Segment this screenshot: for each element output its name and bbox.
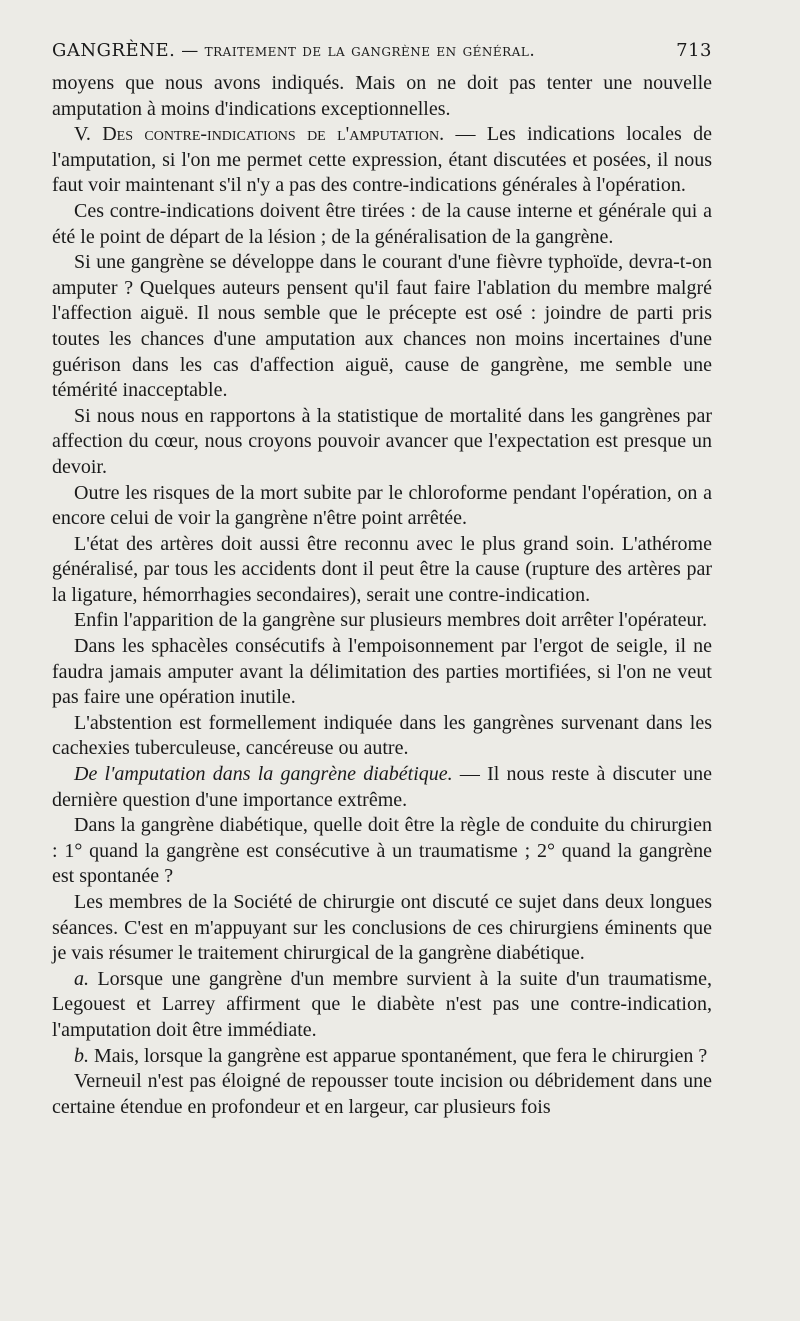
paragraph: moyens que nous avons indiqués. Mais on ne doit pas tenter une nouvelle amputation à moins d'indications exceptionnelles. <box>52 72 712 120</box>
paragraph: Si une gangrène se développe dans le courant d'une fièvre typhoïde, devra-t-on amputer ? Quelques auteurs pensent qu'il faut faire l'ablation du membre malgré l'affection aiguë. Il nous semble que le précepte est osé : joindre de parti pris toutes les chances d'une amputation aux chances non moins incertaines d'une guérison dans les cas d'affection aiguë, cause de gangrène, me semble une témérité inacceptable. <box>52 251 712 402</box>
section-heading: Des contre-indications de l'amputation. <box>102 123 445 146</box>
paragraph-diabetic-heading: De l'amputation dans la gangrène diabétique. — Il nous reste à discuter une dernière question d'une importance extrême. <box>52 763 712 811</box>
running-title <box>52 40 535 61</box>
running-header <box>52 40 712 61</box>
paragraph-item-a: a. Lorsque une gangrène d'un membre survient à la suite d'un traumatisme, Legouest et Larrey affirment que le diabète n'est pas une contre-indication, l'amputation doit être immédiate. <box>52 967 712 1041</box>
paragraph-section-v: V. Des contre-indications de l'amputation. — Les indications locales de l'amputation, si l'on me permet cette expression, étant discutées et posées, il nous faut voir maintenant s'il n'y a pas des contre-indications générales à l'opération. <box>52 123 712 197</box>
paragraph: Enfin l'apparition de la gangrène sur plusieurs membres doit arrêter l'opérateur. <box>74 609 708 632</box>
paragraph: Ces contre-indications doivent être tirées : de la cause interne et générale qui a été le point de départ de la lésion ; de la généralisation de la gangrène. <box>52 199 712 248</box>
running-title-main: GANGRÈNE. <box>52 40 176 61</box>
paragraph: Dans les sphacèles consécutifs à l'empoisonnement par l'ergot de seigle, il ne faudra jamais amputer avant la délimitation des parties mortifiées, si l'on ne veut pas faire une opération inutile. <box>52 635 712 709</box>
paragraph: L'abstention est formellement indiquée dans les gangrènes survenant dans les cachexies tuberculeuse, cancéreuse ou autre. <box>52 711 712 760</box>
section-number: V. <box>74 123 103 146</box>
item-marker-a: a. <box>74 967 89 990</box>
item-marker-b: b. <box>74 1044 89 1067</box>
running-title-dash: — <box>175 41 205 61</box>
running-title-sub: traitement de la gangrène en général. <box>204 41 536 61</box>
paragraph: Dans la gangrène diabétique, quelle doit être la règle de conduite du chirurgien : 1° quand la gangrène est consécutive à un traumatisme ; 2° quand la gangrène est spontanée ? <box>52 814 712 888</box>
page-number: 713 <box>676 40 712 61</box>
paragraph: Si nous nous en rapportons à la statistique de mortalité dans les gangrènes par affection du cœur, nous croyons pouvoir avancer que l'expectation est presque un devoir. <box>52 404 712 478</box>
paragraph: L'état des artères doit aussi être reconnu avec le plus grand soin. L'athérome généralisé, par tous les accidents dont il peut être la cause (rupture des artères par la ligature, hémorrhagies secondaires), serait une contre-indication. <box>52 532 712 606</box>
paragraph: Verneuil n'est pas éloigné de repousser toute incision ou débridement dans une certaine étendue en profondeur et en largeur, car plusieurs fois <box>52 1070 712 1118</box>
paragraph-item-b: b. Mais, lorsque la gangrène est apparue spontanément, que fera le chirurgien ? <box>74 1044 708 1067</box>
body-text <box>52 71 712 1120</box>
paragraph: Outre les risques de la mort subite par le chloroforme pendant l'opération, on a encore celui de voir la gangrène n'être point arrêtée. <box>52 481 712 530</box>
paragraph: Les membres de la Société de chirurgie ont discuté ce sujet dans deux longues séances. C'est en m'appuyant sur les conclusions de ces chirurgiens éminents que je vais résumer le traitement chirurgical de la gangrène diabétique. <box>52 891 712 965</box>
italic-subheading: De l'amputation dans la gangrène diabétique. <box>74 763 453 786</box>
